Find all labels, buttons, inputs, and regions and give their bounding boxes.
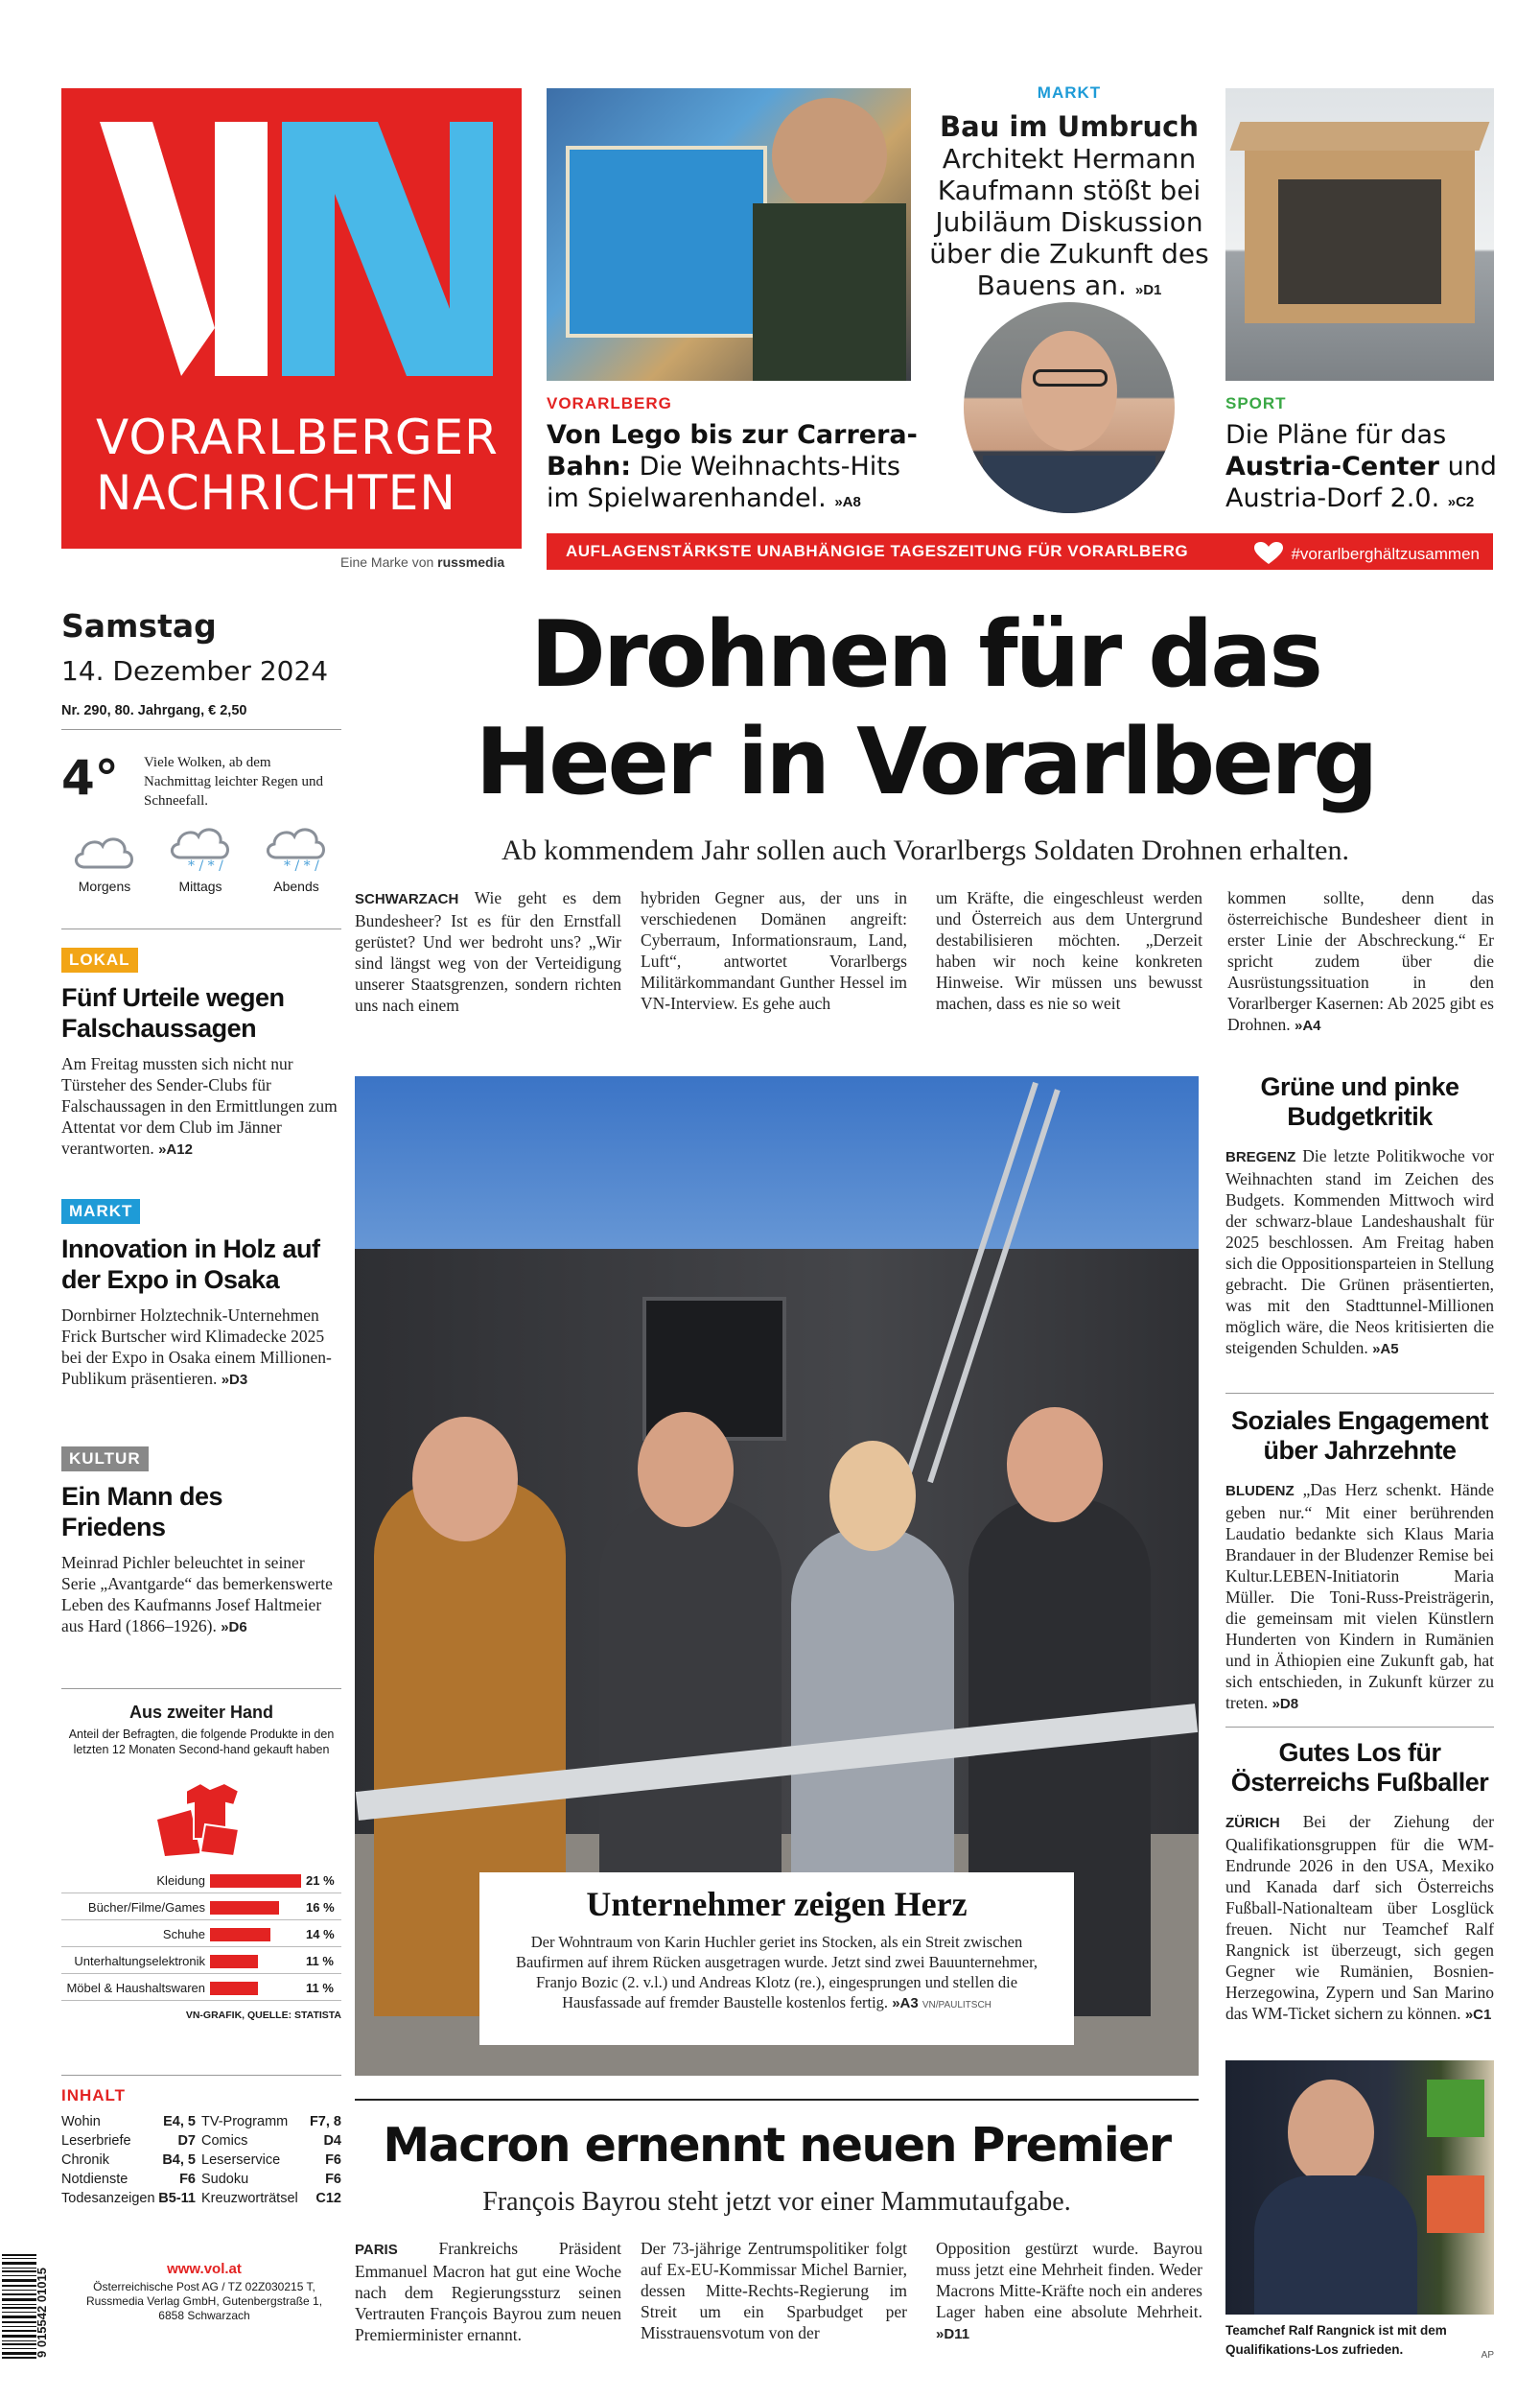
dateline-date: 14. Dezember 2024 xyxy=(61,655,329,687)
story-dateline: BLUDENZ xyxy=(1225,1483,1295,1499)
lego-box-shape xyxy=(566,146,767,338)
photo-caption-box[interactable] xyxy=(479,1872,1074,2045)
glasses-icon xyxy=(1033,369,1108,387)
chart-source: VN-GRAFIK, QUELLE: STATISTA xyxy=(185,2010,341,2021)
barcode-number: 9 015542 01015 xyxy=(35,2268,49,2358)
chart-bar xyxy=(210,1955,258,1968)
story-body: Meinrad Pichler beleuchtet in seiner Serie „Avantgarde“ das bemerkenswerte Leben des Kaufmanns Josef Haltmeier aus Hard (1866–1926). xyxy=(61,1553,333,1635)
story-body-wrap xyxy=(1225,1811,1494,2026)
backdrop-logo-shape xyxy=(1427,2175,1484,2233)
section-label: LOKAL xyxy=(61,948,138,973)
index-name: Notdienste xyxy=(61,2172,128,2187)
weather-desc: Viele Wolken, ab dem Nachmittag leichter Regen und Schneefall. xyxy=(144,755,324,809)
photo-caption-body: Der Wohntraum von Karin Huchler geriet ins Stocken, als ein Streit zwischen Baufirmen auf ihrem Rücken ausgetragen wurde. Jetzt sind zwei Bauunternehmer, Franjo Bozic (2. v.l.) und Andreas Klotz (re.), eingesprungen und stellen die Hausfassade auf fremder Baustelle kostenlos fertig. xyxy=(515,1933,1038,2011)
macron-col-1 xyxy=(355,2238,621,2345)
teaser-vorarlberg-body: Die Weihnachts-Hits im Spielwarenhandel. xyxy=(547,452,900,513)
macron-text-1: Frankreichs Präsident Emmanuel Macron hat gut eine Woche nach dem Regierungssturz seinen Vertrauten François Bayrou zum neuen Premierminister ernannt. xyxy=(355,2239,621,2344)
index-page: E4, 5 xyxy=(163,2114,196,2129)
weather-slot-morning xyxy=(61,827,148,894)
story-dateline: ZÜRICH xyxy=(1225,1815,1280,1831)
teaser-markt-body-wrap xyxy=(925,143,1213,306)
chart-row-rule xyxy=(61,1919,341,1920)
story-ref: »C1 xyxy=(1464,2007,1492,2023)
index-row[interactable] xyxy=(61,2131,196,2151)
teaser-sport-ref: »C2 xyxy=(1447,494,1475,510)
story-body-wrap xyxy=(1225,1479,1494,1715)
footer-url[interactable]: www.vol.at xyxy=(167,2261,242,2277)
index-left xyxy=(61,2112,196,2208)
brand-note xyxy=(340,554,504,570)
story-title: Fünf Urteile wegen Falschaussagen xyxy=(61,983,285,1043)
vn-logo-mark-icon xyxy=(61,88,522,405)
divider xyxy=(61,2075,341,2076)
logo-wordmark xyxy=(96,410,499,521)
teaser-sport-text[interactable] xyxy=(1225,419,1499,518)
barcode xyxy=(0,2252,58,2360)
weather-forecast xyxy=(61,827,341,913)
svg-text:* / * /: * / * / xyxy=(188,858,223,871)
index-name: Sudoku xyxy=(201,2172,249,2187)
index-page: F6 xyxy=(179,2172,196,2187)
story-title: Ein Mann des Friedens xyxy=(61,1482,223,1541)
chart-row-rule xyxy=(61,2000,341,2001)
index-page: C12 xyxy=(315,2191,341,2206)
index-name: Wohin xyxy=(61,2114,101,2129)
headline-line-1: Drohnen für das xyxy=(530,602,1320,708)
macron-col-3-wrap xyxy=(936,2238,1202,2345)
story-body: Am Freitag mussten sich nicht nur Türsteher des Sender-Clubs für Falschaussagen in den Ermittlungen zum Attentat vor dem Club im Jänner verantworten. xyxy=(61,1054,338,1158)
index-row[interactable] xyxy=(201,2170,341,2189)
weather-slot-label: Abends xyxy=(273,879,319,894)
index-name: Comics xyxy=(201,2133,248,2149)
chart-row-rule xyxy=(61,1946,341,1947)
shopping-bag-icon xyxy=(148,1772,253,1858)
lead-subhead: Ab kommendem Jahr sollen auch Vorarlbergs Soldaten Drohnen erhalten. xyxy=(502,835,1349,866)
index-name: Leserservice xyxy=(201,2152,281,2168)
chart-value-label: 11 % xyxy=(306,1954,334,1968)
story-body-wrap xyxy=(61,1305,341,1391)
index-right xyxy=(201,2112,341,2208)
story-ref: »D3 xyxy=(221,1372,248,1388)
teaser-lego-photo[interactable] xyxy=(547,88,911,381)
builders-photo[interactable] xyxy=(355,1076,1199,2076)
dateline-issue: Nr. 290, 80. Jahrgang, € 2,50 xyxy=(61,703,247,718)
macron-subhead: François Bayrou steht jetzt vor einer Mammutaufgabe. xyxy=(482,2187,1071,2217)
index-page: D7 xyxy=(177,2133,196,2149)
photo-caption-title: Unternehmer zeigen Herz xyxy=(586,1885,968,1923)
barcode-icon xyxy=(0,2252,38,2360)
chart-value-label: 16 % xyxy=(306,1900,335,1915)
macron-headline[interactable]: Macron ernennt neuen Premier xyxy=(383,2118,1171,2173)
brand-note-name: russmedia xyxy=(437,554,505,570)
divider xyxy=(61,1688,341,1689)
left-story-lokal[interactable] xyxy=(61,948,341,1161)
index-name: Todesanzeigen xyxy=(61,2191,155,2206)
index-row[interactable] xyxy=(201,2189,341,2208)
chart-bar xyxy=(210,1901,279,1915)
index-page: B4, 5 xyxy=(162,2152,196,2168)
kaufmann-jacket-shape xyxy=(983,456,1155,513)
right-story-football[interactable] xyxy=(1225,1738,1494,2026)
divider xyxy=(1225,1727,1494,1728)
index-row[interactable] xyxy=(201,2112,341,2131)
lead-text-1: Wie geht es dem Bundesheer? Ist es für den Ernstfall gerüstet? Und wer bedroht uns? „Wir sind längst weg von der Verteidigung unserer Staatsgrenzen, sondern richten uns nach einem xyxy=(355,888,621,1015)
cloud-icon xyxy=(71,827,138,871)
right-story-budget[interactable] xyxy=(1225,1072,1494,1360)
index-page: B5-11 xyxy=(158,2191,196,2206)
teaser-markt-text[interactable] xyxy=(925,110,1213,306)
photo-caption-ref: »A3 xyxy=(892,1995,919,2011)
teaser-vorarlberg-bold: Von Lego bis zur Carrera-Bahn: xyxy=(547,420,918,482)
chart-row-rule xyxy=(61,1973,341,1974)
teaser-markt-body: Architekt Hermann Kaufmann stößt bei Jubiläum Diskussion über die Zukunft des Bauens an. xyxy=(929,143,1209,301)
chart-title: Aus zweiter Hand xyxy=(128,1703,274,1722)
rangnick-caption-text: Teamchef Ralf Rangnick ist mit dem Qualifikations-Los zufrieden. xyxy=(1225,2323,1447,2357)
left-story-markt[interactable] xyxy=(61,1199,341,1391)
teaser-vorarlberg-ref: »A8 xyxy=(834,494,861,510)
rangnick-suit-shape xyxy=(1254,2175,1417,2315)
hashtag: #vorarlberghältzusammen xyxy=(1291,545,1480,563)
chart-category-label: Unterhaltungselektronik xyxy=(74,1954,205,1968)
story-ref: »A5 xyxy=(1372,1341,1399,1357)
lead-col-4-wrap xyxy=(1227,887,1494,1037)
macron-dateline: PARIS xyxy=(355,2242,398,2258)
lead-col-3: um Kräfte, die eingeschleust werden und Österreich aus dem Untergrund destabilisieren möchten. „Derzeit haben wir noch keine konkreten Hinweise. Wir müssen uns bewusst machen, dass es nie so weit xyxy=(936,888,1202,1013)
lead-ref[interactable]: »A4 xyxy=(1294,1018,1321,1034)
index-row[interactable] xyxy=(61,2189,196,2208)
pavilion-roof-shape xyxy=(1230,122,1490,151)
story-title: Gutes Los für Österreichs Fußballer xyxy=(1230,1738,1489,1797)
person-4-head-shape xyxy=(1007,1407,1103,1522)
weather-slot-evening xyxy=(253,827,339,894)
cloud-snow-icon xyxy=(263,827,330,871)
story-body: „Das Herz schenkt. Hände geben nur.“ Mit einer berührenden Laudatio bedankte sich Klaus Maria Brandauer in der Bludenzer Remise bei Kultur.LEBEN-Initiatorin Maria Müller. Die Toni-Russ-Preisträgerin, die gemeinsam mit vielen Künstlern Hunderten von Kindern in Rumänien und in Äthiopien eine Zukunft gab, hat sich entschieden, in Zukunft kürzer zu treten. xyxy=(1225,1480,1494,1712)
index-page: D4 xyxy=(323,2133,341,2149)
divider xyxy=(1225,1393,1494,1394)
rangnick-caption xyxy=(1225,2321,1494,2365)
index-row[interactable] xyxy=(61,2151,196,2170)
chart-value-label: 21 % xyxy=(306,1873,335,1888)
person-1-head-shape xyxy=(412,1417,518,1541)
chart-value-label: 14 % xyxy=(306,1927,335,1941)
lead-col-2: hybriden Gegner aus, der uns in verschiedenen Domänen angreift: Cyberraum, Informationsraum, Land, Luft“, antwortet Vorarlbergs Militärkommandant Gunther Hessel im VN-Interview. Es gehe auch xyxy=(641,888,907,1013)
index-name: Kreuzworträtsel xyxy=(201,2191,298,2206)
headline-line-2: Heer in Vorarlberg xyxy=(475,710,1376,815)
story-body-wrap xyxy=(61,1552,341,1638)
rangnick-photo[interactable] xyxy=(1225,2060,1494,2315)
section-label: KULTUR xyxy=(61,1446,149,1471)
weather-temp: 4° xyxy=(61,750,119,806)
hashtag-wrap[interactable] xyxy=(1254,542,1480,565)
story-ref: »A12 xyxy=(158,1141,193,1158)
teaser-markt-ref: »D1 xyxy=(1134,282,1162,298)
macron-ref[interactable]: »D11 xyxy=(936,2326,970,2342)
left-story-kultur[interactable] xyxy=(61,1446,341,1638)
person-head-shape xyxy=(772,98,887,213)
macron-text-3: Opposition gestürzt wurde. Bayrou muss jetzt eine Mehrheit finden. Weder Macrons Mitte-Kräfte noch ein anderes Lager haben eine absolute Mehrheit. xyxy=(936,2239,1202,2321)
pavilion-opening-shape xyxy=(1278,179,1441,304)
divider xyxy=(355,2099,1199,2101)
story-body: Dornbirner Holztechnik-Unternehmen Frick Burtscher wird Klimadecke 2025 bei der Expo in Osaka einem Millionen-Publikum präsentieren. xyxy=(61,1305,332,1388)
teaser-sport-text1: Die Pläne für das xyxy=(1225,420,1447,450)
story-ref: »D8 xyxy=(1272,1696,1299,1712)
weather-slot-label: Mittags xyxy=(178,879,222,894)
index-row[interactable] xyxy=(201,2151,341,2170)
chart-bar xyxy=(210,1928,270,1941)
kaufmann-portrait[interactable] xyxy=(964,302,1175,513)
secondhand-chart xyxy=(61,1703,341,2029)
teaser-vorarlberg-kicker: VORARLBERG xyxy=(547,394,672,412)
weather-slot-noon xyxy=(157,827,244,894)
dateline-day: Samstag xyxy=(61,607,217,645)
lead-dateline: SCHWARZACH xyxy=(355,891,459,907)
lead-col-1 xyxy=(355,887,621,1016)
index-page: F6 xyxy=(325,2152,341,2168)
story-body-wrap xyxy=(1225,1145,1494,1360)
macron-col-2: Der 73-jährige Zentrumspolitiker folgt auf Ex-EU-Kommissar Michel Barnier, dessen Mitte-Rechts-Regierung im Streit um ein Sparbudget per Misstrauensvotum von der xyxy=(641,2239,907,2342)
index-page: F6 xyxy=(325,2172,341,2187)
right-story-engagement[interactable] xyxy=(1225,1406,1494,1715)
person-body-shape xyxy=(753,203,906,381)
chart-category-label: Kleidung xyxy=(156,1873,205,1888)
photo-caption-body-wrap xyxy=(497,1932,1057,2015)
lead-headline[interactable] xyxy=(355,601,1496,816)
story-body-wrap xyxy=(61,1053,341,1161)
story-title: Innovation in Holz auf der Expo in Osaka xyxy=(61,1234,320,1294)
chart-bar xyxy=(210,1874,301,1888)
rangnick-head-shape xyxy=(1288,2080,1374,2185)
weather-slot-label: Morgens xyxy=(78,879,131,894)
chart-value-label: 11 % xyxy=(306,1981,334,1995)
story-title: Soziales Engagement über Jahrzehnte xyxy=(1230,1406,1489,1465)
section-label: MARKT xyxy=(61,1199,140,1224)
index-page: F7, 8 xyxy=(309,2114,341,2129)
teaser-sport-kicker: SPORT xyxy=(1225,394,1287,412)
index-name: Chronik xyxy=(61,2152,109,2168)
brand-note-prefix: Eine Marke von xyxy=(340,554,434,570)
logo-line-1: VORARLBERGER xyxy=(96,410,499,465)
tagline: AUFLAGENSTÄRKSTE UNABHÄNGIGE TAGESZEITUNG FÜR VORARLBERG xyxy=(566,542,1189,560)
chart-category-label: Bücher/Filme/Games xyxy=(87,1900,205,1915)
index-name: Leserbriefe xyxy=(61,2133,131,2149)
teaser-sport-bold: Austria-Center xyxy=(1225,452,1439,482)
imprint-box xyxy=(65,2261,343,2323)
story-body: Bei der Ziehung der Qualifikationsgruppen für die WM-Endrunde 2026 in den USA, Mexiko und Kanada darf sich Österreichs Fußball-Nationalteam über Losglück freuen. Nicht nur Teamchef Ralf Rangnick ist überzeugt, sich gegen Gegner wie Rumänien, Bosnien-Herzegowina, Zypern und San Marino das WM-Ticket sichern zu können. xyxy=(1225,1812,1495,2023)
svg-text:* / * /: * / * / xyxy=(284,858,319,871)
index-row[interactable] xyxy=(201,2131,341,2151)
photo-credit: VN/PAULITSCH xyxy=(922,2000,992,2010)
lead-text-4: kommen sollte, denn das österreichische Bundesheer dient in erster Linie der Abschreckung.“ Er spricht zudem über die Ausrüstungssituation in den Vorarlberger Kasernen: Ab 2025 gibt es Drohnen. xyxy=(1227,888,1494,1034)
footer-imprint: Österreichische Post AG / TZ 02Z030215 T, Russmedia Verlag GmbH, Gutenbergstraße 1, 6858 Schwarzach xyxy=(85,2280,323,2322)
chart-category-label: Schuhe xyxy=(162,1927,205,1941)
kaufmann-face-shape xyxy=(1021,331,1117,451)
story-title: Grüne und pinke Budgetkritik xyxy=(1260,1072,1459,1131)
vn-logo[interactable] xyxy=(61,88,522,549)
chart-bar xyxy=(210,1982,258,1995)
heart-icon xyxy=(1254,542,1283,565)
person-2-head-shape xyxy=(638,1412,734,1527)
teaser-sport-text2: und Austria-Dorf 2.0. xyxy=(1225,452,1497,513)
chart-bars xyxy=(61,1873,341,2008)
index-row[interactable] xyxy=(61,2170,196,2189)
rangnick-credit: AP xyxy=(1481,2350,1494,2361)
index-name: TV-Programm xyxy=(201,2114,289,2129)
index-row[interactable] xyxy=(61,2112,196,2131)
chart-subtitle: Anteil der Befragten, die folgende Produkte in den letzten 12 Monaten Second-hand gekauft haben xyxy=(68,1728,335,1756)
cloud-snow-icon xyxy=(167,827,234,871)
person-3-head-shape xyxy=(829,1441,916,1551)
teaser-sport-photo[interactable] xyxy=(1225,88,1494,381)
backdrop-logo-shape xyxy=(1427,2080,1484,2137)
teaser-vorarlberg-text[interactable] xyxy=(547,419,921,518)
teaser-markt-title: Bau im Umbruch xyxy=(940,110,1199,143)
tagline-bar xyxy=(547,533,1493,570)
index-title: INHALT xyxy=(61,2086,127,2104)
teaser-markt-kicker: MARKT xyxy=(1037,83,1102,102)
divider xyxy=(61,729,341,730)
story-dateline: BREGENZ xyxy=(1225,1149,1296,1165)
logo-line-2: NACHRICHTEN xyxy=(96,465,456,521)
story-body: Die letzte Politikwoche vor Weihnachten stand im Zeichen des Budgets. Kommenden Mittwoch wird der schwarz-blaue Landeshaushalt für 2025 beschlossen. Am Freitag haben sich die Oppositionsparteien in Stellung gebracht. Die Grünen präsentierten, was mit den Stadttunnel-Millionen möglich wäre, die Neos kritisierten die steigenden Schulden. xyxy=(1225,1146,1494,1357)
chart-category-label: Möbel & Haushaltswaren xyxy=(66,1981,205,1995)
story-ref: »D6 xyxy=(221,1619,247,1635)
